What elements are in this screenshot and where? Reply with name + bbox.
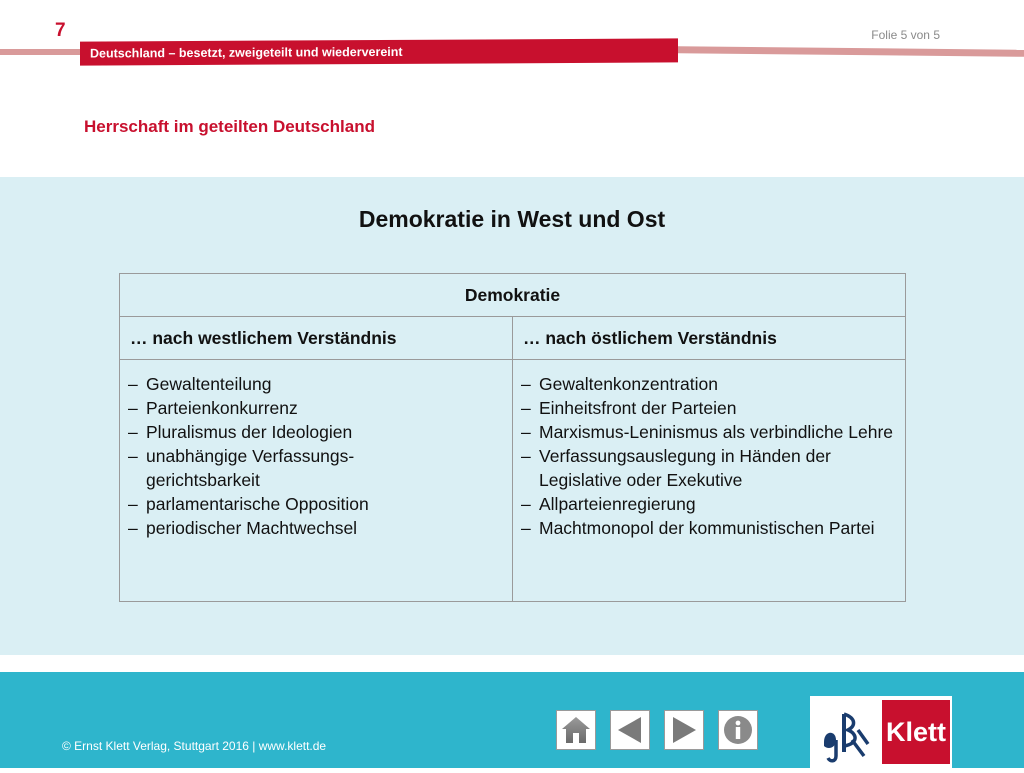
chapter-band bbox=[0, 40, 1024, 64]
band-stripe-left bbox=[0, 49, 80, 55]
list-item: – Parteienkonkurrenz bbox=[128, 396, 502, 420]
home-button[interactable] bbox=[556, 710, 596, 750]
list-item: – Machtmonopol der kommunistischen Partei bbox=[521, 516, 895, 540]
list-item: – Gewaltenkonzentration bbox=[521, 372, 895, 396]
home-icon bbox=[559, 713, 593, 747]
table-title: Demokratie bbox=[120, 274, 906, 317]
list-item: – Gewaltenteilung bbox=[128, 372, 502, 396]
info-icon bbox=[721, 713, 755, 747]
previous-icon bbox=[613, 713, 647, 747]
info-button[interactable] bbox=[718, 710, 758, 750]
list-item: – parlamentarische Opposition bbox=[128, 492, 502, 516]
chapter-title: Deutschland – besetzt, zweigeteilt und wiedervereint bbox=[80, 38, 678, 65]
next-icon bbox=[667, 713, 701, 747]
klett-clover-icon bbox=[810, 696, 880, 768]
column-header-west: … nach westlichem Verständnis bbox=[120, 317, 513, 360]
slide-heading: Demokratie in West und Ost bbox=[358, 206, 666, 232]
column-body-east bbox=[513, 360, 906, 602]
copyright: © Ernst Klett Verlag, Stuttgart 2016 | www.klett.de bbox=[62, 739, 327, 753]
chapter-number: 7 bbox=[55, 20, 66, 41]
list-item: – Allparteienregierung bbox=[521, 492, 895, 516]
list-item: – Einheitsfront der Parteien bbox=[521, 396, 895, 420]
previous-button[interactable] bbox=[610, 710, 650, 750]
band-stripe-right bbox=[678, 46, 1024, 57]
democracy-table bbox=[119, 273, 906, 602]
list-item: – periodischer Machtwechsel bbox=[128, 516, 502, 540]
klett-wordmark: Klett bbox=[882, 700, 950, 764]
list-item: – Verfassungsauslegung in Händen der Legislative oder Exekutive bbox=[521, 444, 895, 492]
list-item: – unabhängige Verfassungs- gerichtsbarkeit bbox=[128, 444, 502, 492]
slide-counter: Folie 5 von 5 bbox=[871, 28, 940, 42]
list-item: – Marxismus-Leninismus als verbindliche Lehre bbox=[521, 420, 895, 444]
column-header-east: … nach östlichem Verständnis bbox=[513, 317, 906, 360]
column-body-west bbox=[120, 360, 513, 602]
slide-subtitle: Herrschaft im geteilten Deutschland bbox=[84, 117, 375, 136]
next-button[interactable] bbox=[664, 710, 704, 750]
list-item: – Pluralismus der Ideologien bbox=[128, 420, 502, 444]
